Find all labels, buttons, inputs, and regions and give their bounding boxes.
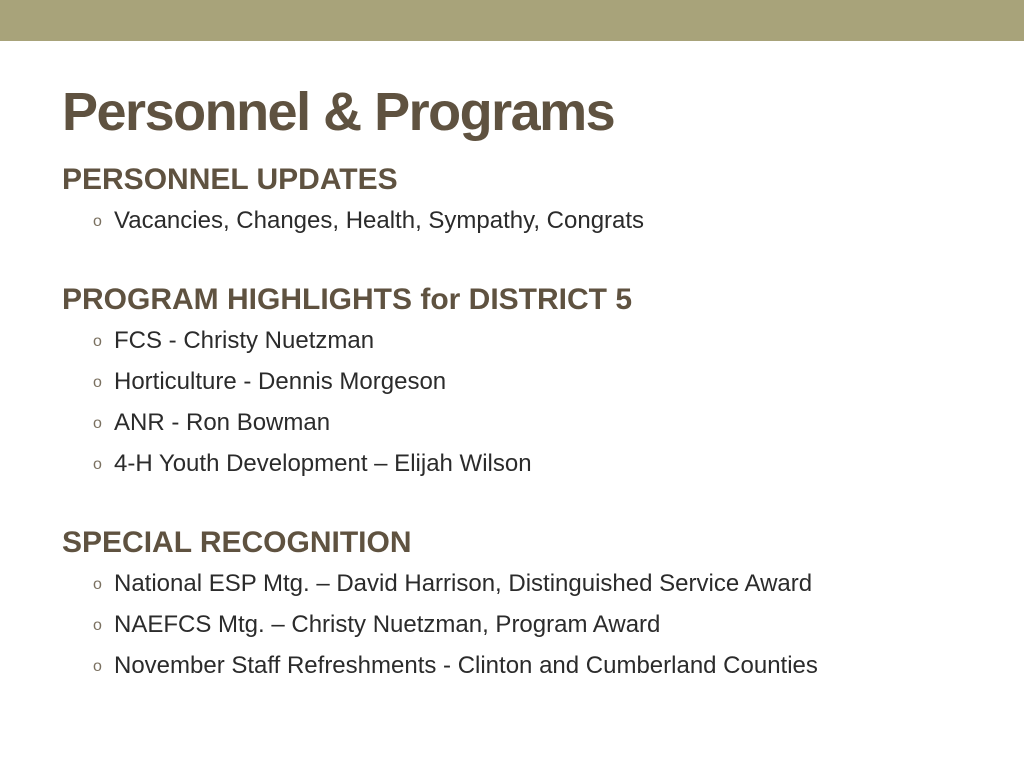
- hollow-circle-icon: o: [93, 576, 102, 593]
- bullet-item: [62, 563, 1002, 604]
- hollow-circle-icon: o: [93, 658, 102, 675]
- bullet-text: ANR - Ron Bowman: [114, 409, 331, 436]
- bullet-text: Vacancies, Changes, Health, Sympathy, Congrats: [114, 207, 645, 234]
- bullet-list: [62, 200, 1002, 241]
- section-program-highlights: [62, 280, 1002, 484]
- section-heading: SPECIAL RECOGNITION: [62, 526, 412, 559]
- bullet-item: [62, 604, 1002, 645]
- bullet-list: [62, 563, 1002, 686]
- bullet-list: [62, 320, 1002, 484]
- slide-content: [62, 160, 1002, 686]
- bullet-text: Horticulture - Dennis Morgeson: [114, 368, 447, 395]
- bullet-item: [62, 200, 1002, 241]
- bullet-text: 4-H Youth Development – Elijah Wilson: [114, 450, 532, 477]
- bullet-item: [62, 645, 1002, 686]
- bullet-item: [62, 443, 1002, 484]
- bullet-item: [62, 361, 1002, 402]
- section-heading: PROGRAM HIGHLIGHTS for DISTRICT 5: [62, 283, 632, 316]
- hollow-circle-icon: o: [93, 617, 102, 634]
- section-spacer: [62, 484, 1002, 523]
- hollow-circle-icon: o: [93, 213, 102, 230]
- top-decorative-band: [0, 0, 1024, 41]
- hollow-circle-icon: o: [93, 415, 102, 432]
- slide-title: Personnel & Programs: [62, 82, 615, 142]
- section-personnel-updates: [62, 160, 1002, 241]
- hollow-circle-icon: o: [93, 456, 102, 473]
- bullet-text: November Staff Refreshments - Clinton and Cumberland Counties: [114, 652, 818, 679]
- hollow-circle-icon: o: [93, 374, 102, 391]
- section-heading: PERSONNEL UPDATES: [62, 163, 398, 196]
- hollow-circle-icon: o: [93, 333, 102, 350]
- section-spacer: [62, 241, 1002, 280]
- bullet-text: NAEFCS Mtg. – Christy Nuetzman, Program Award: [114, 611, 661, 638]
- section-special-recognition: [62, 523, 1002, 686]
- bullet-text: FCS - Christy Nuetzman: [114, 327, 375, 354]
- bullet-item: [62, 320, 1002, 361]
- bullet-text: National ESP Mtg. – David Harrison, Distinguished Service Award: [114, 570, 813, 597]
- bullet-item: [62, 402, 1002, 443]
